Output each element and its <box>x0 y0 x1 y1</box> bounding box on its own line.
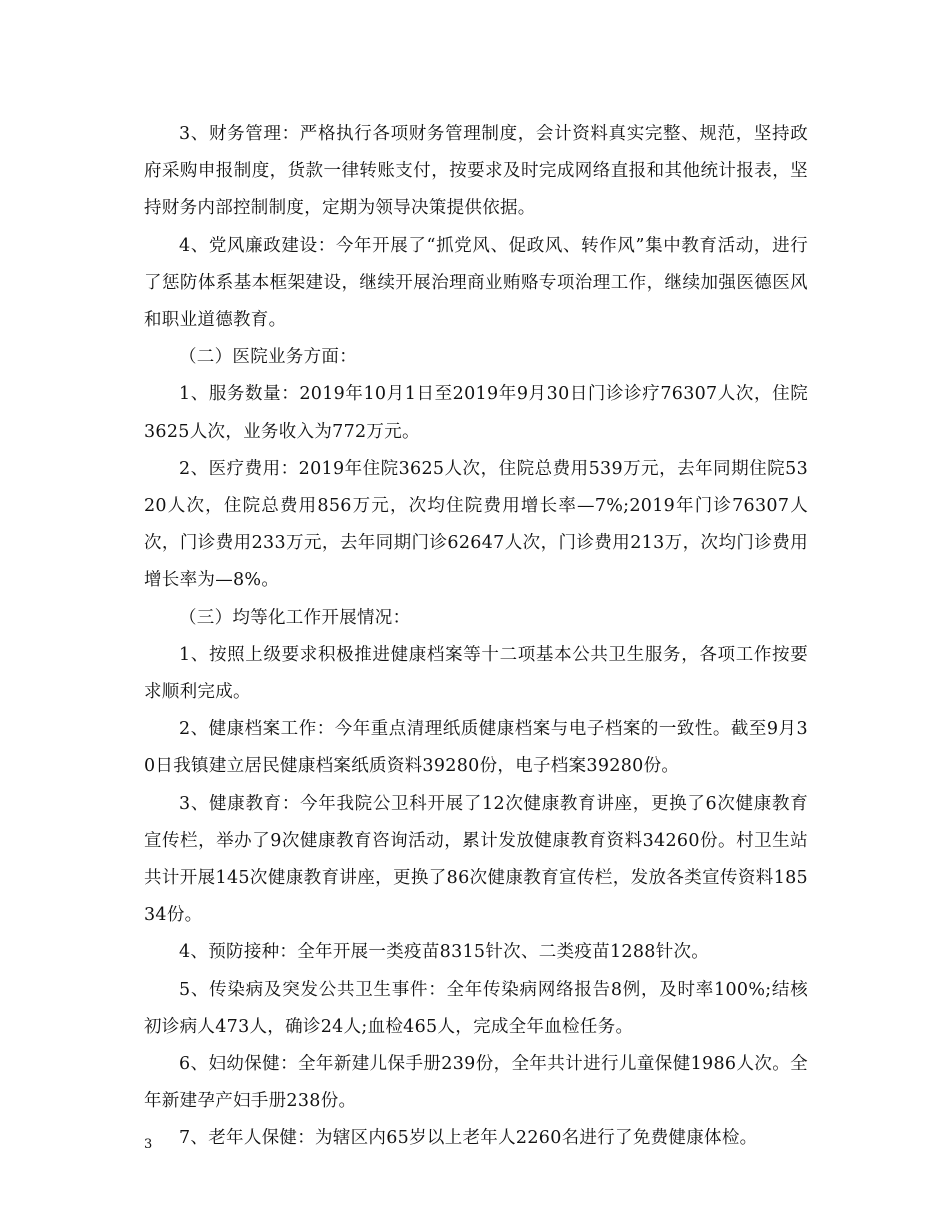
paragraph-infectious-disease: 5、传染病及突发公共卫生事件：全年传染病网络报告8例，及时率100%;结核初诊病人473人，确诊24人;血检465人，完成全年血检任务。 <box>144 979 808 1037</box>
paragraph-health-records: 2、健康档案工作：今年重点清理纸质健康档案与电子档案的一致性。截至9月30日我镇建立居民健康档案纸质资料39280份，电子档案39280份。 <box>144 719 808 777</box>
section-heading-hospital-business: （二）医院业务方面： <box>179 347 357 368</box>
paragraph-party-conduct: 4、党风廉政建设：今年开展了“抓党风、促政风、转作风”集中教育活动，进行了惩防体系基本框架建设，继续开展治理商业贿赂专项治理工作，继续加强医德医风和职业道德教育。 <box>144 235 808 331</box>
paragraph-public-health-services: 1、按照上级要求积极推进健康档案等十二项基本公共卫生服务，各项工作按要求顺利完成。 <box>144 644 808 703</box>
document-body <box>144 116 808 1158</box>
paragraph-elderly-health: 7、老年人保健：为辖区内65岁以上老年人2260名进行了免费健康体检。 <box>179 1128 758 1149</box>
paragraph-finance-management: 3、财务管理：严格执行各项财务管理制度，会计资料真实完整、规范，坚持政府采购申报制度，货款一律转账支付，按要求及时完成网络直报和其他统计报表，坚持财务内部控制制度，定期为领导决策提供依据。 <box>144 124 808 219</box>
paragraph-service-volume: 1、服务数量：2019年10月1日至2019年9月30日门诊诊疗76307人次，住院3625人次，业务收入为772万元。 <box>144 384 808 442</box>
page-number: 3 <box>144 1137 153 1152</box>
paragraph-medical-costs: 2、医疗费用：2019年住院3625人次，住院总费用539万元，去年同期住院5320人次，住院总费用856万元，次均住院费用增长率—7%;2019年门诊76307人次，门诊费用233万元，去年同期门诊62647人次，门诊费用213万，次均门诊费用增长率为—8%。 <box>144 458 808 591</box>
paragraph-health-education: 3、健康教育：今年我院公卫科开展了12次健康教育讲座，更换了6次健康教育宣传栏，举办了9次健康教育咨询活动，累计发放健康教育资料34260份。村卫生站共计开展145次健康教育讲座，更换了86次健康教育宣传栏，发放各类宣传资料18534份。 <box>144 793 808 926</box>
paragraph-maternal-child-health: 6、妇幼保健：全年新建儿保手册239份，全年共计进行儿童保健1986人次。全年新建孕产妇手册238份。 <box>144 1054 808 1112</box>
paragraph-vaccination: 4、预防接种：全年开展一类疫苗8315针次、二类疫苗1288针次。 <box>179 942 710 963</box>
section-heading-equalization-work: （三）均等化工作开展情况： <box>179 607 411 628</box>
